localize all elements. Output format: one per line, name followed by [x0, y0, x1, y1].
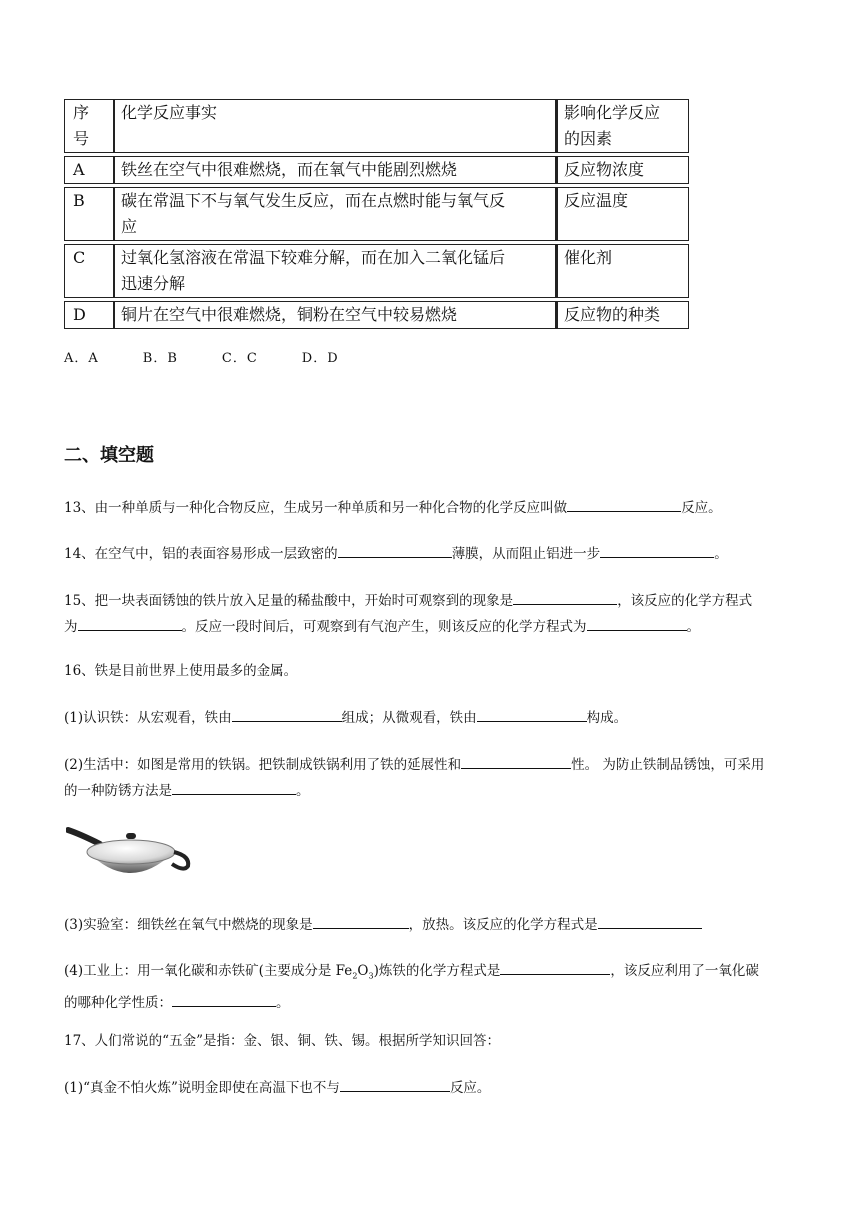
header-num-line2: 号 — [73, 129, 90, 148]
choice-a[interactable]: A．A — [64, 351, 99, 366]
row-num: C — [64, 244, 114, 298]
header-factor-line1: 影响化学反应 — [564, 103, 661, 122]
q16-4-text: (4)工业上：用一氧化碳和赤铁矿(主要成分是 Fe — [64, 963, 353, 979]
q16-4-text-2: ，该反应利用了一氧化碳 — [610, 963, 759, 979]
section-title: 二、填空题 — [64, 445, 154, 466]
q14-blank-2[interactable] — [600, 542, 714, 558]
q13-text: 13、由一种单质与一种化合物反应，生成另一种单质和另一种化合物的化学反应叫做 — [64, 500, 568, 516]
q15-text-end: 。 — [686, 619, 700, 635]
q17-1-text: (1)“真金不怕火炼”说明金即使在高温下也不与 — [64, 1080, 340, 1096]
question-17-part-1 — [64, 1075, 804, 1101]
row-factor: 催化剂 — [556, 244, 689, 298]
table-row — [64, 156, 689, 184]
row-num: B — [64, 187, 114, 241]
q16-2-blank-1[interactable] — [461, 753, 571, 769]
q15-text-2: 为 — [64, 619, 78, 635]
q17-1-blank[interactable] — [340, 1076, 450, 1092]
q15-text-3: 。反应一段时间后，可观察到有气泡产生，则该反应的化学方程式为 — [181, 619, 587, 635]
q16-1-text: (1)认识铁：从宏观看，铁由 — [64, 710, 232, 726]
q15-blank-3[interactable] — [587, 615, 687, 631]
question-16-part-1 — [64, 705, 804, 731]
question-16-part-3 — [64, 912, 804, 938]
header-num-line1: 序 — [73, 103, 90, 122]
table-row — [64, 187, 689, 241]
row-fact-line2: 应 — [121, 217, 138, 236]
row-fact — [114, 187, 556, 241]
q16-1-text-mid: 组成；从微观看，铁由 — [341, 710, 477, 726]
q13-text-end: 反应。 — [681, 500, 722, 516]
q16-4-text-3: 的哪种化学性质： — [64, 994, 172, 1011]
q16-4-blank-1[interactable] — [500, 959, 610, 975]
question-16-stem: 16、铁是目前世界上使用最多的金属。 — [64, 663, 298, 679]
header-factor-line2: 的因素 — [564, 129, 613, 148]
wok-icon — [66, 822, 194, 888]
question-15 — [64, 588, 804, 640]
row-fact-line1: 过氧化氢溶液在常温下较难分解，而在加入二氧化锰后 — [121, 248, 506, 267]
row-factor: 反应物的种类 — [556, 301, 689, 329]
q16-4-text-o: O — [357, 963, 369, 979]
q14-text: 14、在空气中，铝的表面容易形成一层致密的 — [64, 546, 338, 562]
question-16-part-2 — [64, 752, 804, 804]
q16-3-text: (3)实验室：细铁丝在氧气中燃烧的现象是 — [64, 917, 313, 933]
row-fact: 铁丝在空气中很难燃烧，而在氧气中能剧烈燃烧 — [114, 156, 556, 184]
q17-1-text-end: 反应。 — [449, 1080, 491, 1096]
choice-c[interactable]: C．C — [221, 351, 258, 366]
row-factor: 反应温度 — [556, 187, 689, 241]
question-17-stem: 17、人们常说的“五金”是指：金、银、铜、铁、锡。根据所学知识回答： — [64, 1033, 500, 1049]
q16-3-blank-2[interactable] — [598, 913, 702, 929]
choice-d[interactable]: D．D — [301, 351, 339, 366]
q16-1-blank-1[interactable] — [232, 706, 342, 722]
row-num: D — [64, 301, 114, 329]
q16-2-text-end: 。 — [296, 783, 310, 799]
q14-blank-1[interactable] — [338, 542, 452, 558]
table-row — [64, 244, 689, 298]
row-fact-line1: 碳在常温下不与氧气发生反应，而在点燃时能与氧气反 — [121, 191, 506, 210]
q16-2-text-mid: 性。 为防止铁制品锈蚀，可采用 — [571, 757, 765, 773]
q16-2-text-2: 的一种防锈方法是 — [64, 783, 172, 799]
q15-text: 15、把一块表面锈蚀的铁片放入足量的稀盐酸中，开始时可观察到的现象是 — [64, 593, 514, 609]
q15-blank-1[interactable] — [513, 589, 617, 605]
q16-4-text-mid: )炼铁的化学方程式是 — [373, 963, 501, 979]
q16-4-sub-2: 3 — [368, 971, 374, 981]
question-14 — [64, 541, 804, 567]
row-fact: 铜片在空气中很难燃烧，铜粉在空气中较易燃烧 — [114, 301, 556, 329]
row-fact — [114, 244, 556, 298]
q16-3-blank-1[interactable] — [313, 913, 409, 929]
header-num — [64, 99, 114, 153]
q16-4-blank-2[interactable] — [172, 991, 276, 1007]
question-16-part-4 — [64, 958, 804, 1016]
reaction-factors-table — [64, 96, 689, 332]
q14-text-end: 。 — [714, 546, 728, 562]
q13-blank[interactable] — [567, 496, 681, 512]
q16-2-text: (2)生活中：如图是常用的铁锅。把铁制成铁锅利用了铁的延展性和 — [64, 757, 462, 773]
q14-text-mid: 薄膜，从而阻止铝进一步 — [451, 546, 601, 562]
row-factor: 反应物浓度 — [556, 156, 689, 184]
q16-1-text-end: 构成。 — [586, 710, 628, 726]
question-13 — [64, 495, 804, 521]
header-factor — [556, 99, 689, 153]
row-fact-line2: 迅速分解 — [121, 274, 186, 293]
table-header-row — [64, 99, 689, 153]
answer-choices — [64, 347, 383, 366]
table-row — [64, 301, 689, 329]
q16-4-text-end: 。 — [276, 994, 290, 1011]
choice-b[interactable]: B．B — [142, 351, 178, 366]
q16-2-blank-2[interactable] — [172, 779, 296, 795]
q16-4-sub-1: 2 — [352, 971, 358, 981]
q16-1-blank-2[interactable] — [477, 706, 587, 722]
header-fact: 化学反应事实 — [114, 99, 556, 153]
q15-blank-2[interactable] — [78, 615, 182, 631]
row-num: A — [64, 156, 114, 184]
q15-text-mid: ，该反应的化学方程式 — [617, 593, 753, 609]
q16-3-text-mid: ，放热。该反应的化学方程式是 — [408, 917, 598, 933]
